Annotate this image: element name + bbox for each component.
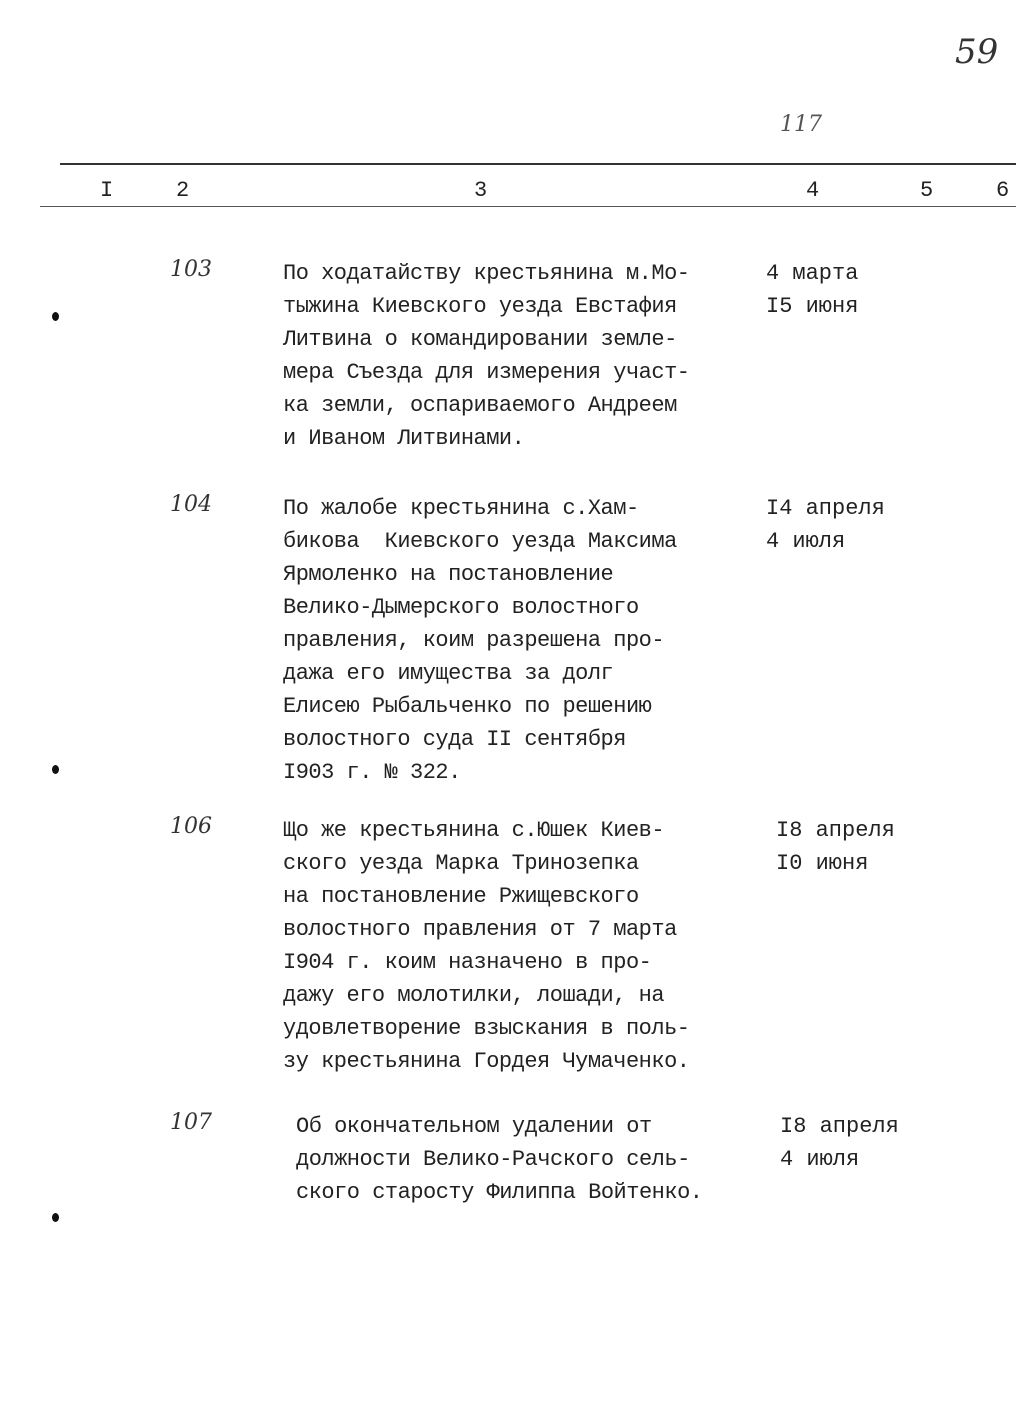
entry-text: Об окончательном удалении от должности Велико-Рачского сель- ского старосту Филиппа Войтенко. (296, 1114, 703, 1205)
entry-dates: I8 апреля I0 июня (776, 818, 895, 876)
entry-dates: I8 апреля 4 июля (780, 1114, 899, 1172)
entry-number: 103 (170, 257, 212, 282)
column-header-5: 5 (920, 178, 934, 203)
entry-number: 107 (170, 1110, 212, 1135)
column-header-4: 4 (806, 178, 820, 203)
folio-number: 59 (955, 32, 999, 72)
entry-number: 104 (170, 492, 212, 517)
entry-dates: I4 апреля 4 июля (766, 496, 885, 554)
entry-text: По жалобе крестьянина с.Хам- бикова Киевского уезда Максима Ярмоленко на постановление Велико-Дымерского волостного правления, коим разрешена про- дажа его имущества за долг Елисею Рыбальченко по решению волостного суда II сентября I903 г. № 322. (283, 496, 677, 785)
binding-hole-mark (52, 312, 59, 321)
column-header-1: I (100, 178, 114, 203)
old-folio-number: 117 (780, 112, 822, 137)
column-header-6: 6 (996, 178, 1010, 203)
binding-hole-mark (52, 1213, 59, 1222)
binding-hole-mark (52, 765, 59, 774)
entry-text: Що же крестьянина с.Юшек Киев- ского уезда Марка Тринозепка на постановление Ржищевского волостного правления от 7 марта I904 г. коим назначено в про- дажу его молотилки, лошади, на удовлетворение взыскания в поль- зу крестьянина Гордея Чумаченко. (283, 818, 690, 1074)
entry-dates: 4 марта I5 июня (766, 261, 859, 319)
table-top-rule (60, 163, 1016, 165)
entry-number: 106 (170, 814, 212, 839)
column-header-3: 3 (474, 178, 488, 203)
table-header-rule (40, 206, 1016, 207)
entry-text: По ходатайству крестьянина м.Мо- тыжина Киевского уезда Евстафия Литвина о командировании земле- мера Съезда для измерения участ- ка земли, оспариваемого Андреем и Иваном Литвинами. (283, 261, 690, 451)
column-header-2: 2 (176, 178, 190, 203)
